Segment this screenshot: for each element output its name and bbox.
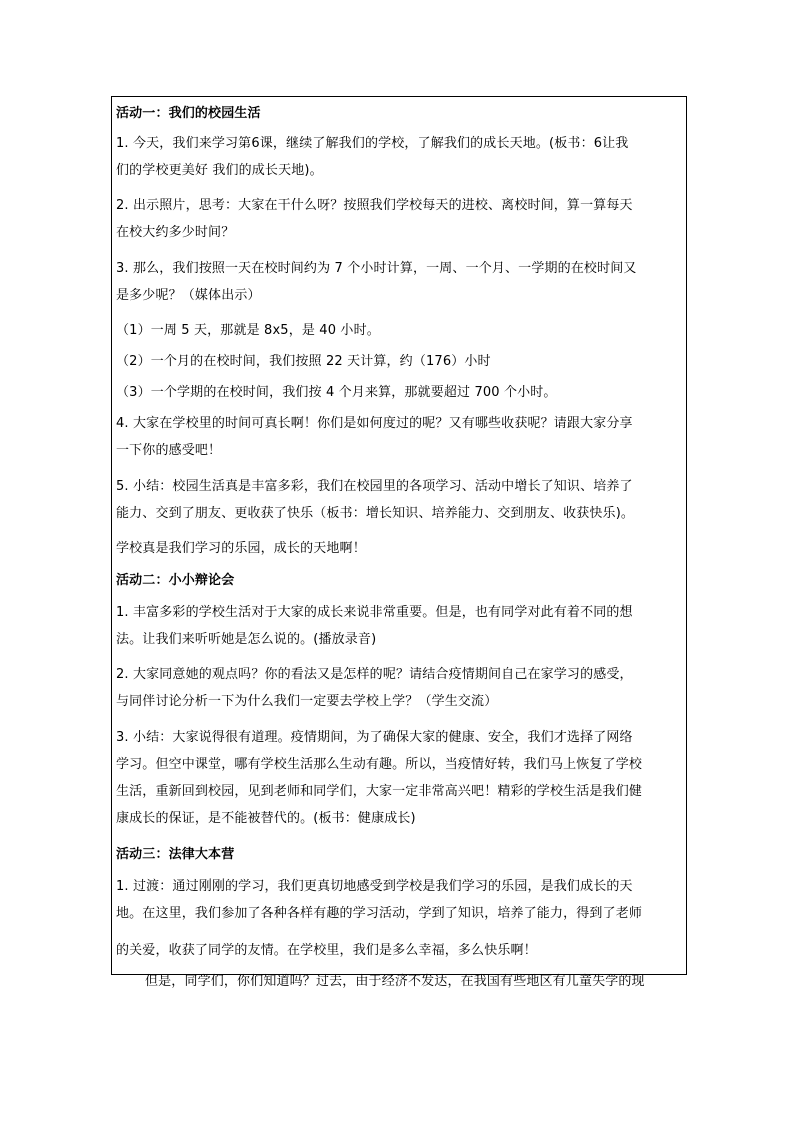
text-line: 1. 今天，我们来学习第6课，继续了解我们的学校，了解我们的成长天地。(板书：6让我 [116, 136, 629, 151]
text-line: 2. 出示照片，思考：大家在干什么呀？按照我们学校每天的进校、离校时间，算一算每天 [116, 198, 633, 213]
text-line: 2. 大家同意她的观点吗？你的看法又是怎样的呢？请结合疫情期间自己在家学习的感受， [116, 667, 633, 682]
section-heading: 活动三：法律大本营 [116, 847, 235, 862]
text-line: 3. 那么，我们按照一天在校时间约为 7 个小时计算，一周、一个月、一学期的在校时间又 [116, 261, 637, 276]
text-line: 地。在这里，我们参加了各种各样有趣的学习活动，学到了知识，培养了能力，得到了老师 [116, 906, 643, 921]
text-line: 1. 丰富多彩的学校生活对于大家的成长来说非常重要。但是，也有同学对此有着不同的想 [116, 605, 633, 620]
section-heading: 活动二：小小辩论会 [116, 573, 235, 588]
text-line: 法。让我们来听听她是怎么说的。(播放录音) [116, 632, 377, 647]
text-line: 5. 小结：校园生活真是丰富多彩，我们在校园里的各项学习、活动中增长了知识、培养了 [116, 479, 633, 494]
text-line: 康成长的保证，是不能被替代的。(板书：健康成长) [116, 811, 416, 826]
text-line: 的关爱，收获了同学的友情。在学校里，我们是多么幸福，多么快乐啊！ [116, 943, 537, 958]
text-line: （2）一个月的在校时间，我们按照 22 天计算，约（176）小时 [116, 354, 491, 369]
text-line: 4. 大家在学校里的时间可真长啊！你们是如何度过的呢？又有哪些收获呢？请跟大家分享 [116, 416, 633, 431]
text-line: 们的学校更美好 我们的成长天地)。 [116, 163, 323, 178]
text-line: 3. 小结：大家说得很有道理。疫情期间，为了确保大家的健康、安全，我们才选择了网络 [116, 730, 633, 745]
text-line: 学校真是我们学习的乐园，成长的天地啊！ [116, 541, 366, 556]
text-line: 学习。但空中课堂，哪有学校生活那么生动有趣。所以，当疫情好转，我们马上恢复了学校 [116, 757, 643, 772]
text-line: 是多少呢？（媒体出示） [116, 288, 261, 303]
text-line: 生活，重新回到校园，见到老师和同学们，大家一定非常高兴吧！精彩的学校生活是我们健 [116, 784, 643, 799]
text-line: 但是，同学们，你们知道吗？过去，由于经济不发达，在我国有些地区有儿童失学的现 [145, 974, 645, 989]
section-heading: 活动一：我们的校园生活 [116, 106, 261, 121]
text-line: 在校大约多少时间？ [116, 225, 235, 240]
text-line: 1. 过渡：通过刚刚的学习，我们更真切地感受到学校是我们学习的乐园，是我们成长的天 [116, 879, 633, 894]
text-line: （3）一个学期的在校时间，我们按 4 个月来算，那就要超过 700 个小时。 [116, 385, 557, 400]
text-line: 与同伴讨论分析一下为什么我们一定要去学校上学？（学生交流） [116, 694, 498, 709]
text-line: 能力、交到了朋友、更收获了快乐（板书：增长知识、培养能力、交到朋友、收获快乐)。 [116, 506, 635, 521]
text-line: （1）一周 5 天，那就是 8x5，是 40 小时。 [116, 323, 380, 338]
text-line: 一下你的感受吧！ [116, 443, 222, 458]
